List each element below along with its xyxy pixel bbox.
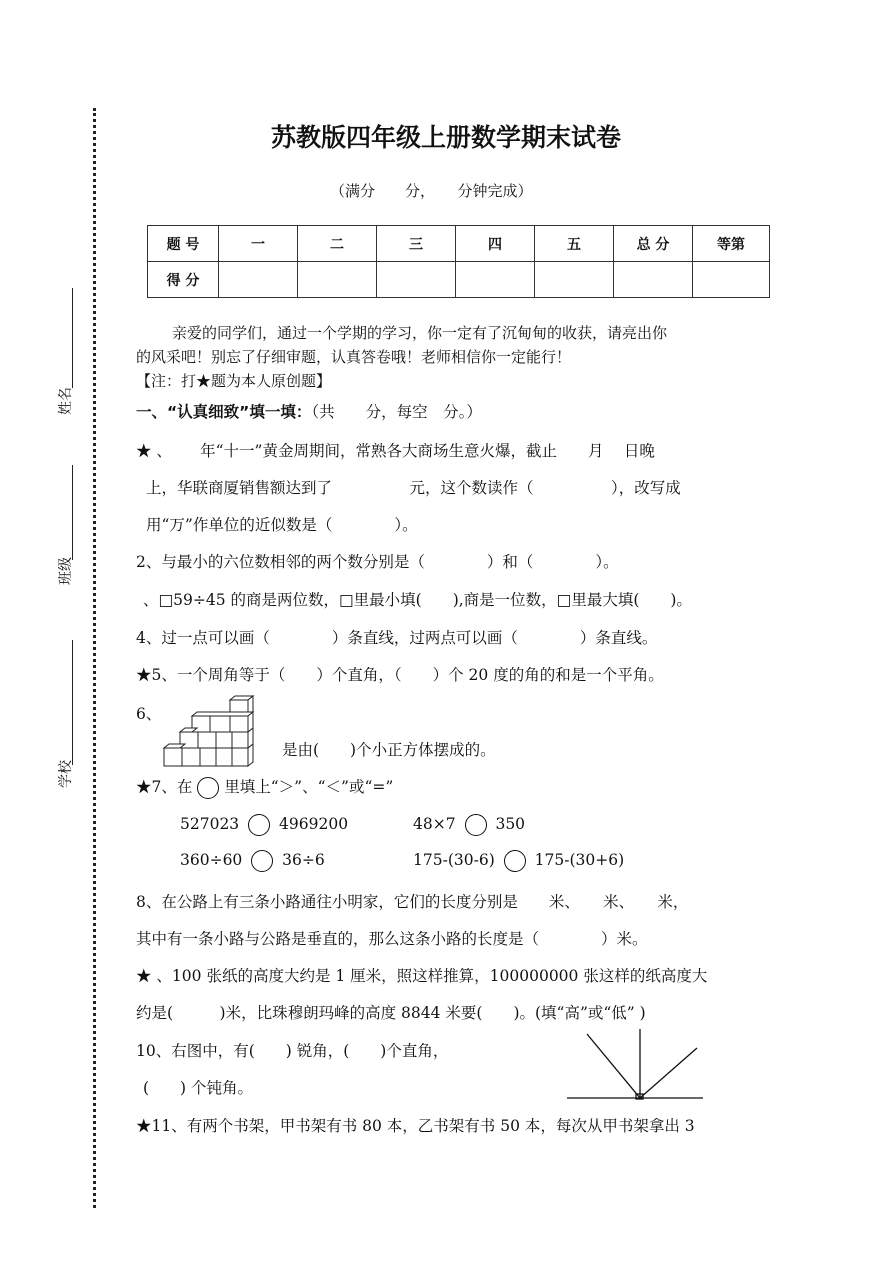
score-cell[interactable] xyxy=(377,262,456,298)
section-1-title: 一、“认真细致”填一填： xyxy=(136,403,312,421)
score-cell[interactable] xyxy=(614,262,693,298)
compare-circle-input[interactable] xyxy=(504,850,526,872)
table-header-cell: 等第 xyxy=(693,226,770,262)
question-5: ★5、一个周角等于（ ）个直角，（ ）个 20 度的角的和是一个平角。 xyxy=(136,666,664,684)
table-header-cell: 总 分 xyxy=(614,226,693,262)
score-cell[interactable] xyxy=(219,262,298,298)
question-1-line-3: 用“万”作单位的近似数是（ ）。 xyxy=(146,516,418,534)
table-header-cell: 五 xyxy=(535,226,614,262)
angle-figure xyxy=(565,1028,705,1100)
binding-dotted-line xyxy=(93,108,96,1208)
compare-circle-input[interactable] xyxy=(465,814,487,836)
score-cell[interactable] xyxy=(456,262,535,298)
section-1-points: （共 分，每空 分。） xyxy=(311,403,482,421)
score-cell[interactable] xyxy=(535,262,614,298)
compare-right: 350 xyxy=(495,815,526,833)
question-1-line-1: ★ 、 年“十一”黄金周期间，常熟各大商场生意火爆，截止 月 日晚 xyxy=(136,442,655,460)
question-9-line-1: ★ 、100 张纸的高度大约是 1 厘米，照这样推算，100000000 张这样的纸高度大 xyxy=(136,967,708,985)
question-2: 2、与最小的六位数相邻的两个数分别是（ ）和（ ）。 xyxy=(136,553,619,571)
score-cell[interactable] xyxy=(298,262,377,298)
table-header-cell: 题 号 xyxy=(148,226,219,262)
intro-line-1: 亲爱的同学们，通过一个学期的学习，你一定有了沉甸甸的收获，请亮出你 xyxy=(172,324,668,342)
compare-left: 175-(30-6) xyxy=(413,851,495,869)
intro-line-2: 的风采吧！别忘了仔细审题，认真答卷哦！老师相信你一定能行！ xyxy=(136,348,572,366)
score-cell[interactable] xyxy=(693,262,770,298)
question-6-text: 是由( )个小正方体摆成的。 xyxy=(282,741,496,759)
name-blank xyxy=(72,288,73,388)
page-title: 苏教版四年级上册数学期末试卷 xyxy=(270,123,621,152)
compare-item xyxy=(413,814,525,836)
section-1-heading xyxy=(136,400,482,422)
question-1-line-2: 上，华联商厦销售额达到了 元，这个数读作（ ），改写成 xyxy=(146,479,681,497)
question-9-line-2: 约是( )米，比珠穆朗玛峰的高度 8844 米要( )。(填“高”或“低” ) xyxy=(136,1004,646,1022)
question-11-line-1: ★11、有两个书架，甲书架有书 80 本，乙书架有书 50 本，每次从甲书架拿出 3 xyxy=(136,1117,695,1135)
school-label: 学校 xyxy=(58,760,74,788)
compare-right: 175-(30+6) xyxy=(534,851,625,869)
question-4: 4、过一点可以画（ ）条直线，过两点可以画（ ）条直线。 xyxy=(136,629,658,647)
cube-stack-figure xyxy=(160,695,260,769)
compare-right: 36÷6 xyxy=(282,851,325,869)
compare-circle-icon xyxy=(197,777,219,799)
compare-left: 527023 xyxy=(180,815,240,833)
question-6-number: 6、 xyxy=(136,705,162,723)
compare-left: 360÷60 xyxy=(180,851,243,869)
name-label: 姓名 xyxy=(58,387,74,415)
table-row-label: 得 分 xyxy=(148,262,219,298)
score-table-score-row xyxy=(148,262,770,298)
table-header-cell: 一 xyxy=(219,226,298,262)
compare-left: 48×7 xyxy=(413,815,456,833)
question-3: 、□59÷45 的商是两位数，□里最小填( ),商是一位数，□里最大填( )。 xyxy=(143,591,692,609)
score-table-header-row xyxy=(148,226,770,262)
class-blank xyxy=(72,465,73,560)
compare-item xyxy=(180,814,348,836)
question-10-line-1: 10、右图中，有( ) 锐角，( )个直角， xyxy=(136,1042,449,1060)
table-header-cell: 四 xyxy=(456,226,535,262)
compare-circle-input[interactable] xyxy=(248,814,270,836)
page-subtitle: （满分 分， 分钟完成） xyxy=(330,182,533,200)
class-label: 班级 xyxy=(58,557,74,585)
table-header-cell: 三 xyxy=(377,226,456,262)
intro-note: 【注：打★题为本人原创题】 xyxy=(136,372,332,390)
question-7-lead: ★7、在 xyxy=(136,778,193,796)
compare-item xyxy=(413,850,624,872)
compare-right: 4969200 xyxy=(279,815,349,833)
question-8-line-1: 8、在公路上有三条小路通往小明家，它们的长度分别是 米、 米、 米， xyxy=(136,893,689,911)
compare-item xyxy=(180,850,325,872)
question-10-line-2: ( ) 个钝角。 xyxy=(143,1079,254,1097)
question-7-instruction xyxy=(136,775,393,799)
question-7-rule: 里填上“＞”、“＜”或“=” xyxy=(224,778,394,796)
table-header-cell: 二 xyxy=(298,226,377,262)
score-table xyxy=(147,225,770,298)
school-blank xyxy=(72,640,73,765)
question-8-line-2: 其中有一条小路与公路是垂直的，那么这条小路的长度是（ ）米。 xyxy=(136,930,648,948)
compare-circle-input[interactable] xyxy=(251,850,273,872)
